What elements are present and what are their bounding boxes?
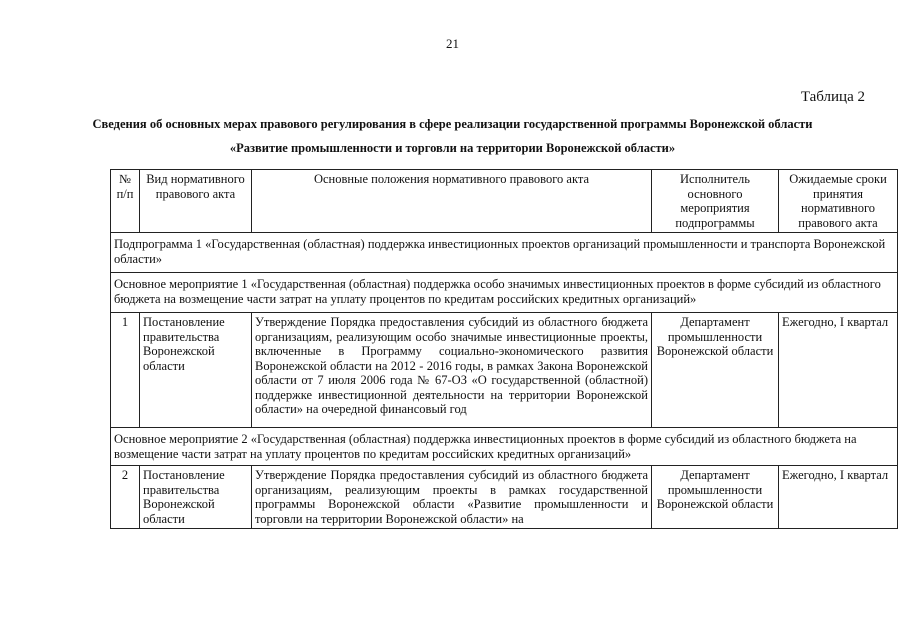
row-number: 1 xyxy=(111,313,140,428)
document-subtitle: «Развитие промышленности и торговли на территории Воронежской области» xyxy=(229,141,676,155)
executor-cell: Департамент промышленности Воронежской области xyxy=(652,466,779,529)
deadline-cell: Ежегодно, I квартал xyxy=(779,313,898,428)
subprogram-cell: Подпрограмма 1 «Государственная (областная) поддержка инвестиционных проектов организаций промышленности и транспорта Воронежской области» xyxy=(111,233,898,273)
provisions-cell: Утверждение Порядка предоставления субсидий из областного бюджета организациям, реализующим проекты в рамках государственной программы Воронежской области «Развитие промышленности и торговли на территории Воронежской области» на xyxy=(252,466,652,529)
column-header-deadline: Ожидаемые сроки принятия нормативного правового акта xyxy=(779,170,898,233)
column-header-act-type: Вид нормативного правового акта xyxy=(140,170,252,233)
measure-cell-1: Основное мероприятие 1 «Государственная (областная) поддержка особо значимых инвестиционных проектов в форме субсидий из областного бюджета на возмещение части затрат на уплату процентов по кредитам российских кредитных организаций» xyxy=(111,273,898,313)
act-type-cell: Постановление правительства Воронежской области xyxy=(140,313,252,428)
page-number: 21 xyxy=(446,36,459,51)
measure-row-1 xyxy=(111,273,898,313)
row-number: 2 xyxy=(111,466,140,529)
column-header-provisions: Основные положения нормативного правового акта xyxy=(252,170,652,233)
document-title: Сведения об основных мерах правового регулирования в сфере реализации государственной программы Воронежской области xyxy=(92,117,813,131)
table-row xyxy=(111,466,898,529)
regulation-table xyxy=(110,169,898,529)
executor-cell: Департамент промышленности Воронежской области xyxy=(652,313,779,428)
act-type-cell: Постановление правительства Воронежской области xyxy=(140,466,252,529)
column-header-number: № п/п xyxy=(111,170,140,233)
table-row xyxy=(111,313,898,428)
subprogram-row xyxy=(111,233,898,273)
table-label: Таблица 2 xyxy=(800,89,865,105)
deadline-cell: Ежегодно, I квартал xyxy=(779,466,898,529)
measure-row-2 xyxy=(111,428,898,466)
provisions-cell: Утверждение Порядка предоставления субсидий из областного бюджета организациям, реализующим особо значимые инвестиционные проекты, включенные в Программу социально-экономического развития Воронежской области на 2012 - 2016 годы, в рамках Закона Воронежской области от 7 июля 2006 года № 67-ОЗ «О государственной (областной) поддержке инвестиционной деятельности на территории Воронежской области» на очередной финансовый год xyxy=(252,313,652,428)
table-header-row xyxy=(111,170,898,233)
measure-cell-2: Основное мероприятие 2 «Государственная (областная) поддержка инвестиционных проектов в форме субсидий из областного бюджета на возмещение части затрат на уплату процентов по кредитам российских кредитных организаций» xyxy=(111,428,898,466)
column-header-executor: Исполнитель основного мероприятия подпрограммы xyxy=(652,170,779,233)
